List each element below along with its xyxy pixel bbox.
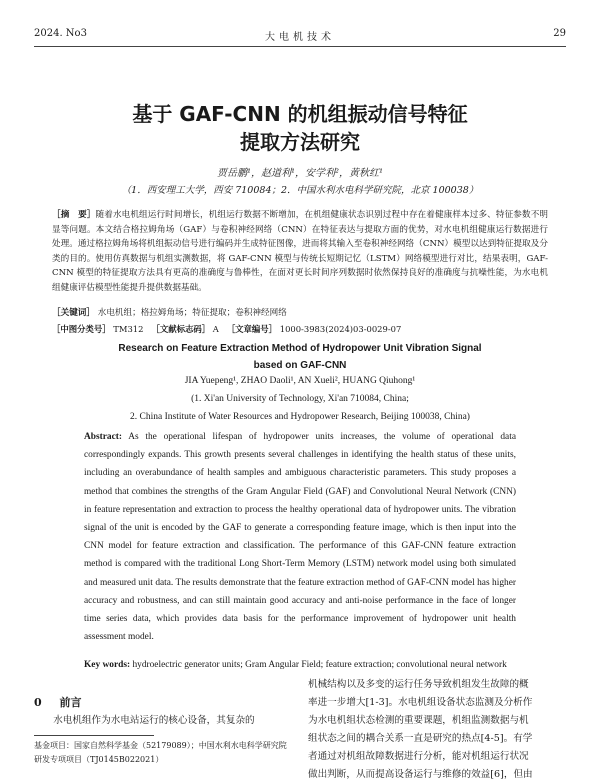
right-col-line: 做出判断，从而提高设备运行与维修的效益[6]，但由 bbox=[308, 769, 533, 780]
funding-footnote bbox=[34, 739, 294, 767]
paper-title-cn bbox=[40, 100, 560, 156]
affiliation-en-1: (1. Xi'an University of Technology, Xi'an 710084, China; bbox=[191, 394, 409, 404]
section-title: 前言 bbox=[59, 696, 82, 709]
keywords-cn-text: 水电机组；格拉姆角场；特征提取；卷积神经网络 bbox=[97, 308, 287, 318]
abstract-cn bbox=[52, 208, 548, 296]
keywords-en bbox=[84, 656, 516, 674]
section-number: 0 bbox=[34, 696, 42, 709]
clc-value: TM312 bbox=[113, 324, 144, 334]
keywords-en-label: Key words: bbox=[84, 660, 131, 670]
paper-title-en bbox=[40, 340, 560, 374]
authors-cn: 贾岳鹏¹，赵道利¹，安学利²，黄秋红¹ bbox=[216, 168, 384, 179]
authors-en: JIA Yuepeng¹, ZHAO Daoli¹, AN Xueli², HUANG Qiuhong¹ bbox=[184, 376, 416, 386]
doc-code-label: ［文献标志码］ bbox=[151, 324, 211, 334]
abstract-en-label: Abstract: bbox=[84, 432, 123, 442]
keywords-cn-label: ［关键词］ bbox=[52, 308, 95, 318]
clc-label: ［中图分类号］ bbox=[52, 324, 111, 334]
page-number: 29 bbox=[553, 28, 566, 39]
journal-name: 大电机技术 bbox=[265, 32, 335, 43]
title-cn-line-2: 提取方法研究 bbox=[240, 130, 360, 154]
title-en-line-1: Research on Feature Extraction Method of Hydropower Unit Vibration Signal bbox=[118, 343, 482, 354]
abstract-cn-label: ［摘 要］ bbox=[52, 210, 96, 220]
abstract-en-text: As the operational lifespan of hydropower units increases, the volume of operational data correspondingly expands. This growth presents several challenges in identifying the health status of these units, including an overabundance of health samples and ambiguous characteristic parameters. This study proposes a method that combines the strengths of the Gram Angular Field (GAF) and Convolutional Neural Network (CNN) in feature representation and extraction to process the healthy operational data of hydropower units. The vibration signal of the unit is encoded by the GAF to generate a corresponding feature image, which is then input into the CNN model for feature extraction and classification. The performance of this GAF-CNN feature extraction method is compared with the traditional Long Short-Term Memory (LSTM) network model using both simulated and measured unit data. The results demonstrate that the feature extraction method of GAF-CNN model has higher accuracy and robustness, and can still maintain good accuracy and anti-noise performance in the face of longer time series data, which provides data basis for the performance improvement of hydropower unit health assessment model. bbox=[84, 432, 516, 643]
right-col-line: 组状态之间的耦合关系一直是研究的热点[4-5]。有学 bbox=[308, 733, 533, 744]
footnote-rule bbox=[34, 735, 154, 736]
title-en-line-2: based on GAF-CNN bbox=[253, 360, 347, 371]
article-number-value: 1000-3983(2024)03-0029-07 bbox=[279, 324, 402, 334]
right-col-line: 率进一步增大[1-3]。水电机组设备状态监测及分析作 bbox=[308, 697, 533, 708]
keywords-en-text: hydroelectric generator units; Gram Angular Field; feature extraction; convolutional neural network bbox=[132, 660, 507, 670]
abstract-en bbox=[84, 428, 516, 646]
affiliation-cn: （1．西安理工大学，西安 710084；2．中国水利水电科学研究院，北京 100038） bbox=[121, 185, 479, 196]
doc-code-value: A bbox=[212, 324, 219, 334]
running-header bbox=[34, 28, 566, 42]
issue-number: 2024. No3 bbox=[34, 28, 87, 39]
classification-cn bbox=[52, 322, 548, 336]
affiliation-en-2: 2. China Institute of Water Resources and Hydropower Research, Beijing 100038, China) bbox=[130, 412, 470, 422]
article-number-label: ［文章编号］ bbox=[226, 324, 278, 334]
keywords-cn bbox=[52, 306, 548, 320]
right-col-line: 者通过对机组故障数据进行分析，能对机组运行状况 bbox=[308, 751, 529, 762]
title-cn-line-1: 基于 GAF-CNN 的机组振动信号特征 bbox=[132, 102, 468, 126]
section-heading-intro bbox=[34, 694, 82, 710]
header-rule bbox=[34, 46, 566, 47]
right-col-line: 为水电机组状态检测的重要课题，机组监测数据与机 bbox=[308, 715, 529, 726]
intro-paragraph-left: 水电机组作为水电站运行的核心设备，其复杂的 bbox=[53, 715, 255, 726]
abstract-cn-text: 随着水电机组运行时间增长，机组运行数据不断增加，在机组健康状态识别过程中存在着健康样本过多、特征参数不明显等问题。本文结合格拉姆角场（GAF）与卷积神经网络（CNN）在特征表达与提取方面的优势，对水电机组健康运行数据进行处理。通过格拉姆角场将机组振动信号进行编码并生成特征图像，进而将其输入至卷积神经网络（CNN）模型以达到特征提取及分类的目的。使用仿真数据与机组实测数据，将 GAF-CNN 模型与传统长短期记忆（LSTM）网络模型进行对比，结果表明，GAF-CNN 模型的特征提取方法具有更高的准确度与鲁棒性，在面对更长时间序列数据时依然保持良好的准确度与抗噪性能，为水电机组健康评估模型性能提升提供数据基础。 bbox=[52, 210, 548, 293]
footnote-line-2: 研发专项项目（TJ0145B022021） bbox=[34, 755, 164, 764]
footnote-line-1: 基金项目：国家自然科学基金（52179089）；中国水利水电科学研究院 bbox=[34, 741, 287, 750]
right-col-line: 机械结构以及多变的运行任务导致机组发生故障的概 bbox=[308, 679, 529, 690]
